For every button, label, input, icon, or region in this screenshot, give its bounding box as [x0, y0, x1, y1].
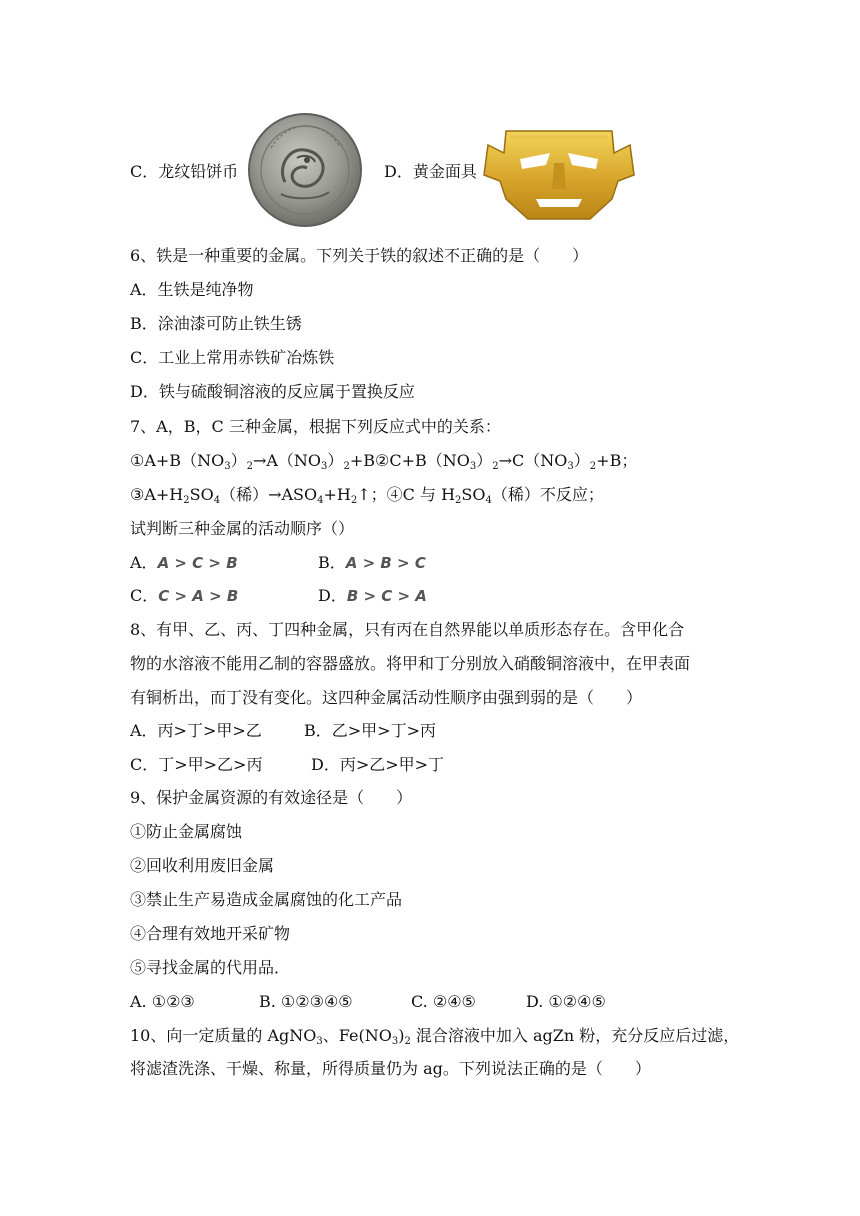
q6-stem: 6、铁是一种重要的金属。下列关于铁的叙述不正确的是（ ）	[130, 246, 589, 265]
q8-stem-line-1: 8、有甲、乙、丙、丁四种金属，只有丙在自然界能以单质形态存在。含甲化合	[130, 620, 685, 639]
q7-option-d: D．B > C > A	[318, 586, 427, 605]
q9-item-5: ⑤寻找金属的代用品．	[130, 958, 291, 977]
q8-option-b: B．乙>甲>丁>丙	[304, 721, 436, 740]
q6-option-a: A．生铁是纯净物	[130, 280, 254, 299]
q9-option-a: A. ①②③	[130, 992, 195, 1011]
q7-option-b: B．A > B > C	[318, 553, 426, 572]
option-c: C．龙纹铅饼币	[130, 162, 239, 181]
option-d: D．黄金面具	[384, 162, 477, 181]
q8-option-d: D．丙>乙>甲>丁	[311, 755, 445, 774]
q6-option-b: B．涂油漆可防止铁生锈	[130, 314, 302, 333]
q10-stem-line-2: 将滤渣洗涤、干燥、称量，所得质量仍为 ag。下列说法正确的是（ ）	[130, 1059, 651, 1078]
q7-equations-2: $③A+H_2SO_4$（稀）$\to ASO_4+H_2↑$；④C 与 $H_2SO_4$（稀）不反应；	[130, 485, 604, 506]
q9-item-3: ③禁止生产易造成金属腐蚀的化工产品	[130, 890, 403, 909]
q6-option-c: C．工业上常用赤铁矿冶炼铁	[130, 348, 335, 367]
q7-ask: 试判断三种金属的活动顺序（）	[130, 519, 355, 538]
q8-option-c: C．丁>甲>乙>丙	[130, 755, 263, 774]
q7-stem: 7、A，B，C 三种金属，根据下列反应式中的关系：	[130, 417, 501, 436]
q9-item-2: ②回收利用废旧金属	[130, 856, 275, 875]
q9-item-1: ①防止金属腐蚀	[130, 822, 243, 841]
q9-option-c: C. ②④⑤	[411, 992, 476, 1011]
gold-mask-image	[480, 123, 638, 223]
q7-equations-1: $①A+B(NO_3)_2\to A(NO_3)_2+B②C+B(NO_3)_2\to C(NO_3)_2+B$；	[130, 451, 638, 472]
q9-stem: 9、保护金属资源的有效途径是（ ）	[130, 788, 413, 807]
q8-stem-line-3: 有铜析出，而丁没有变化。这四种金属活动性顺序由强到弱的是（ ）	[130, 688, 643, 707]
q8-option-a: A．丙>丁>甲>乙	[130, 721, 262, 740]
q9-option-b: B. ①②③④⑤	[259, 992, 353, 1011]
dragon-coin-image	[247, 112, 363, 228]
q6-option-d: D．铁与硫酸铜溶液的反应属于置换反应	[130, 382, 415, 401]
q9-option-d: D. ①②④⑤	[526, 992, 606, 1011]
q7-option-c: C．C > A > B	[130, 586, 239, 605]
q7-option-a: A．A > C > B	[130, 553, 238, 572]
q8-stem-line-2: 物的水溶液不能用乙制的容器盛放。将甲和丁分别放入硝酸铜溶液中，在甲表面	[130, 654, 691, 673]
q10-stem-line-1: 10、向一定质量的 AgNO$_3$、$Fe(NO_3)_2$ 混合溶液中加入 agZn 粉，充分反应后过滤，	[130, 1026, 740, 1047]
q9-item-4: ④合理有效地开采矿物	[130, 924, 291, 943]
